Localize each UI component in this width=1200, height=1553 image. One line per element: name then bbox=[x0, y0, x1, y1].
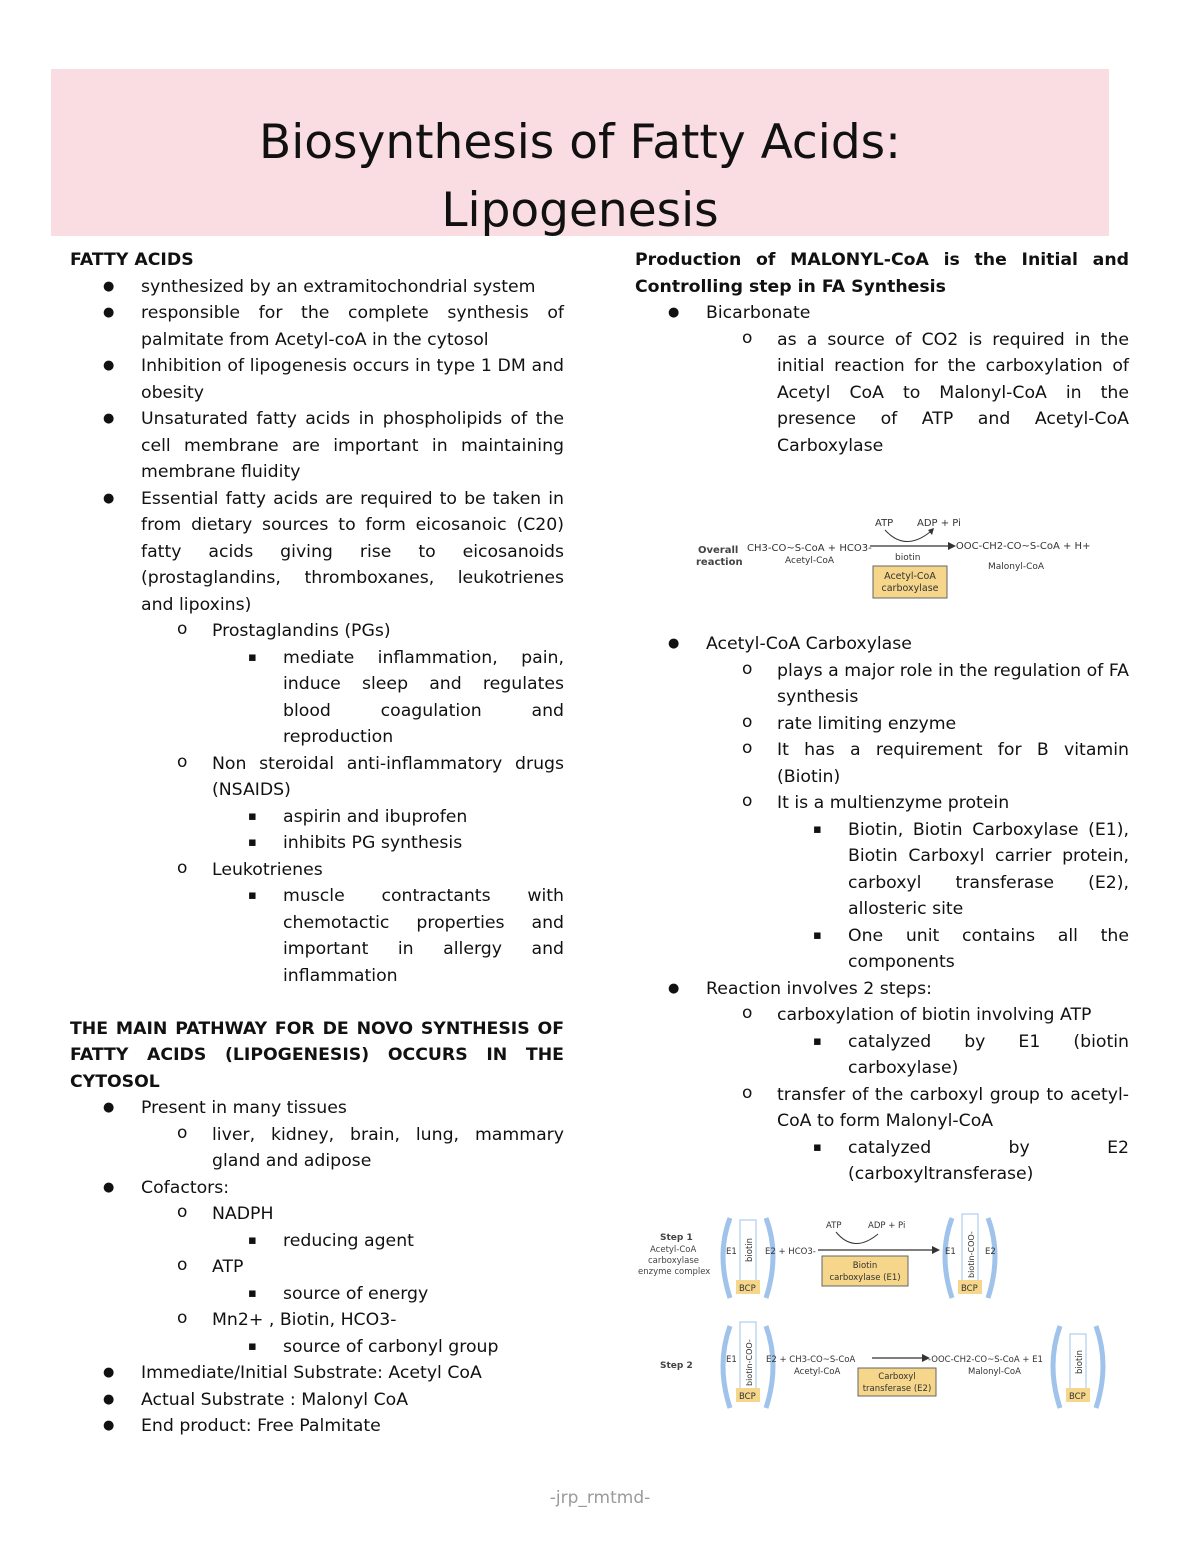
fig1-adp: ADP + Pi bbox=[917, 518, 961, 529]
list-item bbox=[141, 1201, 564, 1254]
protein4-right-arc bbox=[1096, 1326, 1103, 1408]
protein3-left-arc bbox=[723, 1326, 730, 1408]
list-item: ● Inhibition of lipogenesis occurs in type 1 DM and obesity bbox=[70, 353, 564, 406]
list-item: ● Immediate/Initial Substrate: Acetyl CoA bbox=[70, 1360, 564, 1387]
list-item: o rate limiting enzyme bbox=[706, 711, 1129, 738]
list-item bbox=[141, 751, 564, 857]
list-item bbox=[141, 857, 564, 990]
list-item: ● responsible for the complete synthesis of palmitate from Acetyl-coA in the cytosol bbox=[70, 300, 564, 353]
carboxybiotin-label-2: biotin-COO- bbox=[745, 1339, 754, 1386]
section-heading-fatty-acids: FATTY ACIDS bbox=[70, 250, 194, 270]
fig1-lhs: CH3-CO~S-CoA + HCO3- bbox=[747, 543, 872, 554]
acc-list bbox=[635, 631, 1129, 1188]
list-item-text: carboxylation of biotin involving ATP bbox=[777, 1005, 1092, 1025]
list-item: o plays a major role in the regulation of FA synthesis bbox=[706, 658, 1129, 711]
right-column bbox=[635, 247, 1129, 459]
fig1-enzyme-line1: Acetyl-CoA bbox=[884, 571, 936, 582]
biotin-label: biotin bbox=[745, 1237, 755, 1262]
list-item-text: Cofactors: bbox=[141, 1177, 230, 1198]
section-heading-malonyl: Production of MALONYL-CoA is the Initial and Controlling step in FA Synthesis bbox=[635, 250, 1129, 297]
list-item-text: Essential fatty acids are required to be taken in from dietary sources to form eicosanoic (C20) fatty acids giving rise to eicosanoids (prostaglandins, thromboxanes, leukotrienes and lipoxins) bbox=[141, 488, 564, 615]
bcp3-label: BCP bbox=[739, 1392, 756, 1402]
fig1-malonyl-label: Malonyl-CoA bbox=[988, 562, 1045, 572]
list-item-text: Acetyl-CoA Carboxylase bbox=[706, 634, 912, 654]
step1-desc-2: carboxylase bbox=[648, 1256, 699, 1266]
step1-atp: ATP bbox=[826, 1221, 842, 1231]
list-item bbox=[141, 1307, 564, 1360]
list-item: ● Unsaturated fatty acids in phospholipids of the cell membrane are important in maintaining membrane fluidity bbox=[70, 406, 564, 486]
step1-desc-1: Acetyl-CoA bbox=[650, 1245, 697, 1255]
list-item-text: Mn2+ , Biotin, HCO3- bbox=[212, 1310, 397, 1330]
protein-left-arc bbox=[723, 1218, 730, 1298]
carboxybiotin-label: biotin-COO- bbox=[967, 1231, 976, 1278]
ct-line2: transferase (E2) bbox=[862, 1384, 932, 1394]
bcp4-label: BCP bbox=[1069, 1392, 1086, 1402]
two-step-mechanism-diagram bbox=[632, 1210, 1112, 1414]
list-item-text: NADPH bbox=[212, 1204, 274, 1224]
list-item: ● Actual Substrate : Malonyl CoA bbox=[70, 1387, 564, 1414]
list-item bbox=[706, 1082, 1129, 1188]
list-item-text: ATP bbox=[212, 1257, 244, 1277]
list-item bbox=[70, 1095, 564, 1175]
list-item-text: It is a multienzyme protein bbox=[777, 793, 1010, 813]
list-item: ▪ reducing agent bbox=[212, 1228, 564, 1255]
fig1-arc-arrowhead bbox=[928, 528, 934, 535]
list-item: o as a source of CO2 is required in the initial reaction for the carboxylation of Acetyl CoA to Malonyl-CoA in the presence of ATP and Acetyl-CoA Carboxylase bbox=[706, 327, 1129, 460]
main-pathway-list bbox=[70, 1095, 564, 1440]
list-item-text: Reaction involves 2 steps: bbox=[706, 978, 932, 999]
protein-right-arc bbox=[766, 1218, 773, 1298]
protein3-right-arc bbox=[766, 1326, 773, 1408]
step2-lhs: E2 + CH3-CO~S-CoA bbox=[766, 1355, 856, 1365]
fig1-cofactor-arc bbox=[885, 530, 930, 542]
fig1-overall-label: Overall bbox=[698, 545, 739, 556]
fig1-atp: ATP bbox=[875, 518, 894, 529]
list-item bbox=[70, 486, 564, 990]
e1-label: E1 bbox=[726, 1247, 737, 1257]
e1-3-label: E1 bbox=[726, 1355, 737, 1365]
list-item bbox=[635, 300, 1129, 459]
e1-2-label: E1 bbox=[945, 1247, 956, 1257]
e2-2-label: E2 bbox=[985, 1247, 996, 1257]
list-item bbox=[70, 1175, 564, 1361]
step2-rhs: -OOC-CH2-CO~S-CoA + E1 bbox=[928, 1355, 1043, 1365]
step1-cofactor-arc bbox=[836, 1232, 878, 1244]
list-item: ▪ Biotin, Biotin Carboxylase (E1), Biotin Carboxyl carrier protein, carboxyl transferase (E2), allosteric site bbox=[777, 817, 1129, 923]
list-item: ▪ catalyzed by E1 (biotin carboxylase) bbox=[777, 1029, 1129, 1082]
list-item: ▪ source of carbonyl group bbox=[212, 1334, 564, 1361]
list-item-text: Non steroidal anti-inflammatory drugs (NSAIDS) bbox=[212, 753, 564, 800]
step2-acetyl: Acetyl-CoA bbox=[794, 1367, 841, 1377]
list-item-text: transfer of the carboxyl group to acetyl-CoA to form Malonyl-CoA bbox=[777, 1084, 1129, 1131]
bc-line2: carboxylase (E1) bbox=[829, 1273, 901, 1283]
protein2-left-arc bbox=[945, 1218, 952, 1298]
list-item-text: Bicarbonate bbox=[706, 303, 811, 323]
fatty-acids-list bbox=[70, 274, 564, 990]
step2-label: Step 2 bbox=[660, 1361, 693, 1371]
list-item bbox=[706, 1002, 1129, 1082]
list-item bbox=[141, 1254, 564, 1307]
step1-arrowhead bbox=[932, 1246, 940, 1254]
overall-reaction-diagram bbox=[690, 510, 1110, 602]
list-item-text: Present in many tissues bbox=[141, 1098, 347, 1118]
list-item bbox=[635, 631, 1129, 976]
list-item: ▪ catalyzed by E2 (carboxyltransferase) bbox=[777, 1135, 1129, 1188]
list-item: o liver, kidney, brain, lung, mammary gland and adipose bbox=[141, 1122, 564, 1175]
bcp2-label: BCP bbox=[961, 1284, 978, 1294]
list-item: o It has a requirement for B vitamin (Biotin) bbox=[706, 737, 1129, 790]
list-item bbox=[141, 618, 564, 751]
fig1-rhs: -OOC-CH2-CO~S-CoA + H+ bbox=[952, 541, 1091, 552]
fig1-reaction-label: reaction bbox=[696, 557, 743, 568]
section-heading-main-pathway: THE MAIN PATHWAY FOR DE NOVO SYNTHESIS OF FATTY ACIDS (LIPOGENESIS) OCCURS IN THE CYTOSOL bbox=[70, 1018, 564, 1092]
left-column bbox=[70, 247, 564, 1440]
list-item bbox=[706, 790, 1129, 976]
list-item bbox=[635, 976, 1129, 1188]
bcp-label: BCP bbox=[739, 1284, 756, 1294]
list-item: ▪ source of energy bbox=[212, 1281, 564, 1308]
protein2-right-arc bbox=[988, 1218, 995, 1298]
list-item: ▪ aspirin and ibuprofen bbox=[212, 804, 564, 831]
list-item: ● synthesized by an extramitochondrial system bbox=[70, 274, 564, 301]
bicarbonate-list bbox=[635, 300, 1129, 459]
list-item-text: Prostaglandins (PGs) bbox=[212, 621, 391, 641]
footer-watermark: -jrp_rmtmd- bbox=[549, 1488, 651, 1508]
bc-line1: Biotin bbox=[852, 1261, 878, 1271]
fig1-acetyl-label: Acetyl-CoA bbox=[785, 556, 835, 566]
e2-hco3-label: E2 + HCO3- bbox=[765, 1247, 816, 1257]
list-item: ● End product: Free Palmitate bbox=[70, 1413, 564, 1440]
step1-label: Step 1 bbox=[660, 1233, 693, 1243]
title-banner: Biosynthesis of Fatty Acids: Lipogenesis bbox=[51, 69, 1109, 236]
list-item-text: Leukotrienes bbox=[212, 859, 323, 880]
list-item: ▪ mediate inflammation, pain, induce sleep and regulates blood coagulation and reproduction bbox=[212, 645, 564, 751]
biotin-label-4: biotin bbox=[1075, 1349, 1085, 1374]
fig1-enzyme-line2: carboxylase bbox=[881, 583, 939, 594]
list-item: ▪ muscle contractants with chemotactic properties and important in allergy and inflammation bbox=[212, 883, 564, 989]
step1-desc-3: enzyme complex bbox=[638, 1267, 711, 1277]
step1-adp: ADP + Pi bbox=[868, 1221, 906, 1231]
right-column-lower bbox=[635, 631, 1129, 1188]
list-item: ▪ One unit contains all the components bbox=[777, 923, 1129, 976]
fig1-biotin: biotin bbox=[895, 553, 921, 563]
list-item: ▪ inhibits PG synthesis bbox=[212, 830, 564, 857]
protein4-left-arc bbox=[1053, 1326, 1060, 1408]
step2-malonyl: Malonyl-CoA bbox=[968, 1367, 1021, 1377]
ct-line1: Carboxyl bbox=[878, 1372, 916, 1382]
